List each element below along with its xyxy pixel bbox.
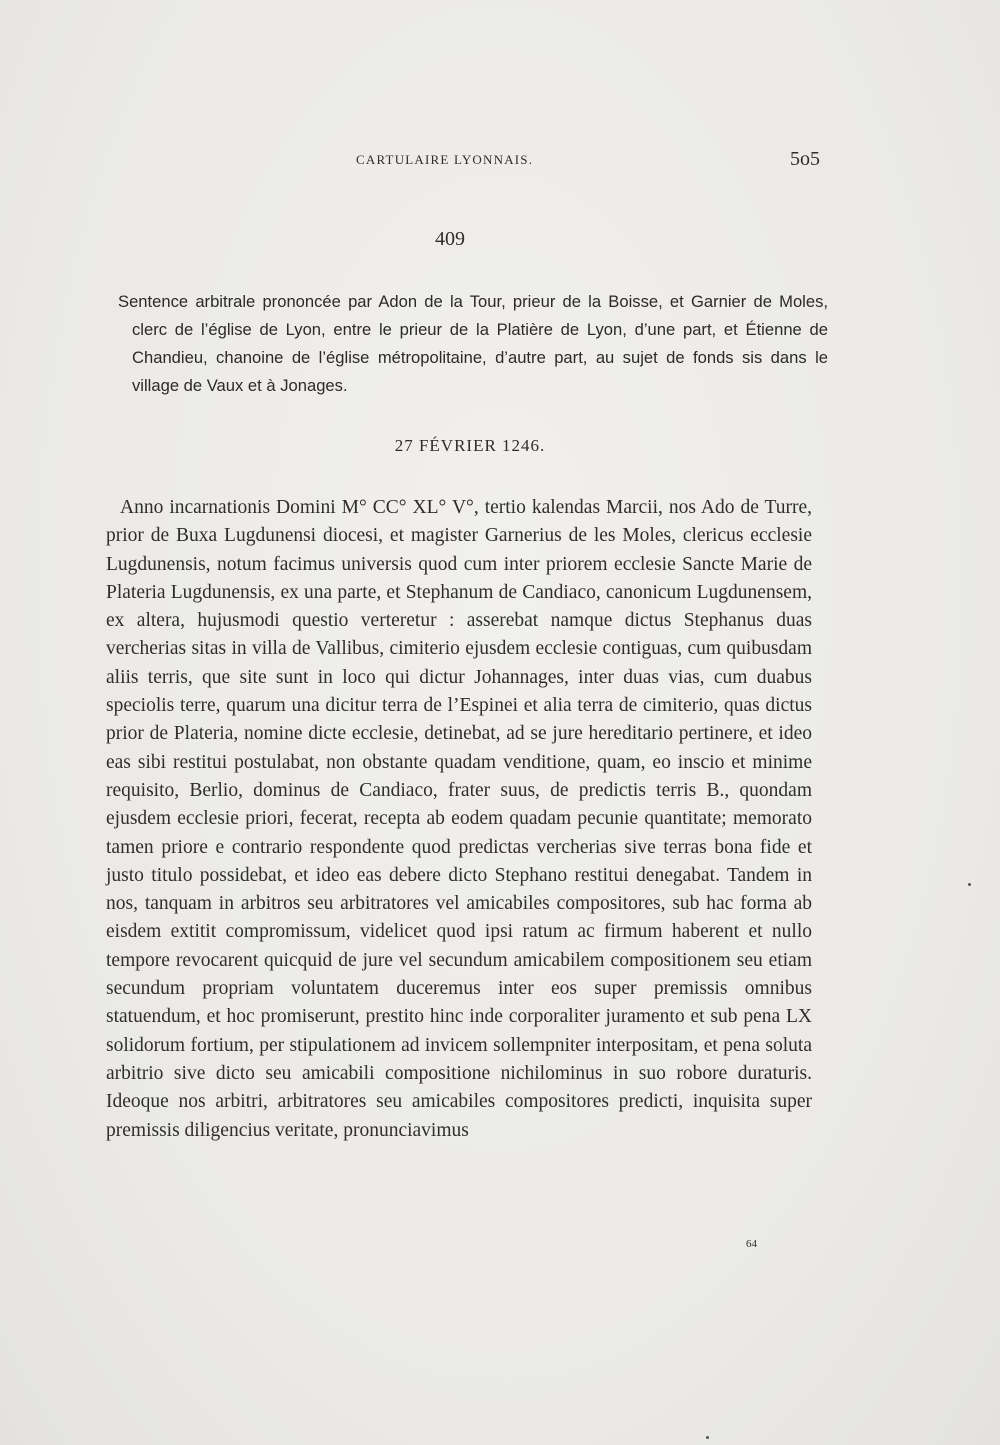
page-number: 5o5: [790, 148, 820, 170]
document-body: Anno incarnationis Domini M° CC° XL° V°, tertio kalendas Marcii, nos Ado de Turre, prior de Buxa Lugdunensi diocesi, et magister Garnerius de les Moles, clericus ecclesie Lugdunensis, notum facimus universis quod cum inter priorem ecclesie Sancte Marie de Plateria Lugdunensis, ex una parte, et Stephanum de Candiaco, canonicum Lugdunensem, ex altera, hujusmodi questio verteretur : asserebat namque dictus Stephanus duas vercherias sitas in villa de Vallibus, cimiterio ejusdem ecclesie contiguas, cum quibusdam aliis terris, que site sunt in loco qui dictur Johannages, inter duas vias, cum duabus speciolis terre, quarum una dicitur terra de l’Espinei et alia terra de cimiterio, quas dictus prior de Plateria, nomine dicte ecclesie, detinebat, ad se jure hereditario pertinere, et ideo eas sibi restitui postulabat, non obstante quadam venditione, quam, eo inscio et minime requisito, Berlio, dominus de Candiaco, frater suus, de predictis terris B., quondam ejusdem ecclesie priori, fecerat, recepta ab eodem quadam pecunie quantitate; memorato tamen priore e contrario respondente quod predictas vercherias sive terras bona fide et justo titulo possidebat, et ideo eas debere dicto Stephano restitui denegabat. Tandem in nos, tanquam in arbitros seu arbitratores vel amicabiles compositores, sub hac forma ab eisdem extitit compromissum, videlicet quod ipsi ratum ac firmum haberent et nullo tempore revocarent quicquid de jure vel secundum amicabilem compositionem seu etiam secundum propriam voluntatem duceremus inter eos super premissis omnibus statuendum, et hoc promiserunt, prestito hinc inde corporaliter juramento et sub pena LX solidorum fortium, per stipulationem ad invicem sollempniter interpositam, et pena soluta arbitrio sive dicto seu amicabili compositione nichilominus in suo robore duraturis. Ideoque nos arbitri, arbitratores seu amicabiles compositores predicti, inquisita super premissis diligencius veritate, pronunciavimus: [106, 497, 812, 1141]
paper-speck: [706, 1436, 709, 1439]
running-head: [340, 150, 820, 174]
signature-mark: 64: [746, 1238, 757, 1250]
document-date: 27 FÉVRIER 1246.: [394, 436, 546, 455]
document-number: 409: [435, 228, 465, 250]
paper-speck: [968, 883, 971, 886]
running-title: CARTULAIRE LYONNAIS.: [356, 152, 534, 167]
document-summary: Sentence arbitrale prononcée par Adon de la Tour, prieur de la Boisse, et Garnier de Moles, clerc de l’église de Lyon, entre le prieur de la Platière de Lyon, d’une part, et Étienne de Chandieu, chanoine de l’église métropolitaine, d’autre part, au sujet de fonds sis dans le village de Vaux et à Jonages.: [118, 292, 828, 395]
